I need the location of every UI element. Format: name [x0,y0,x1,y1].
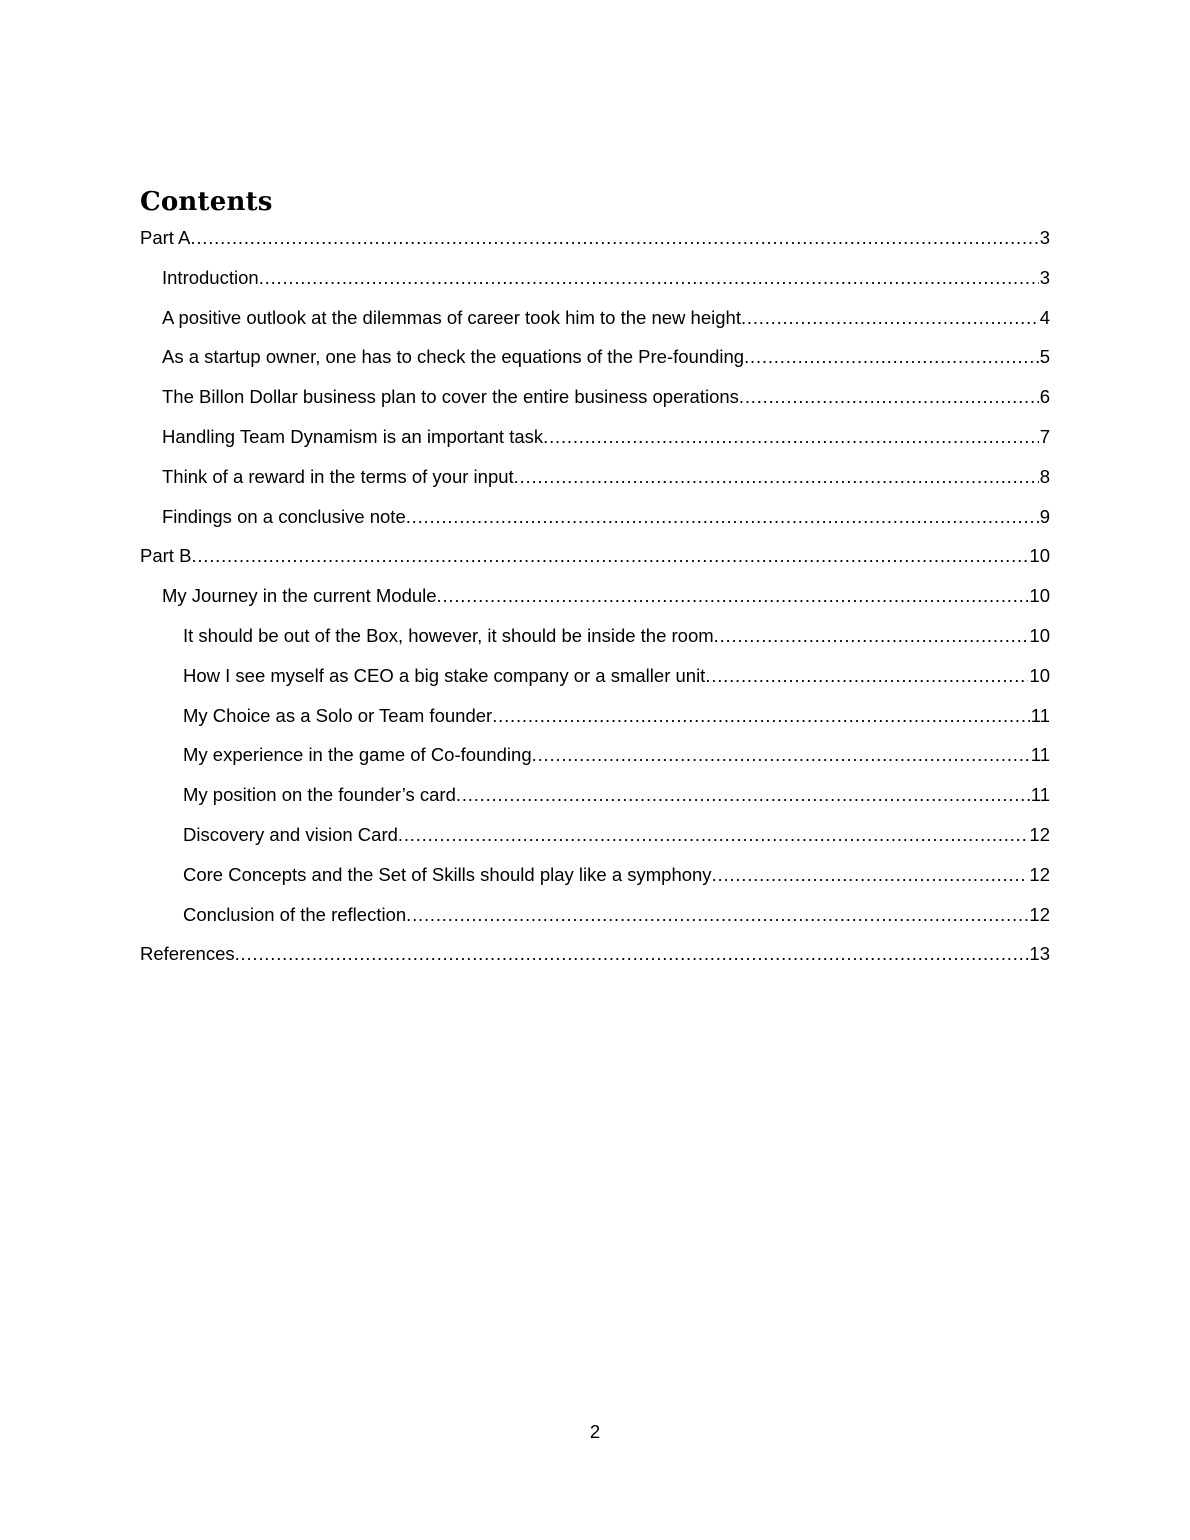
toc-entry-title: How I see myself as CEO a big stake company or a smaller unit [183,664,706,686]
toc-entry-title: A positive outlook at the dilemmas of career took him to the new height [162,306,741,328]
toc-entry-title: Conclusion of the reflection [183,903,407,925]
toc-entry-title: My position on the founder’s card [183,784,456,806]
toc-entry-page: 11 [1030,744,1050,766]
toc-entry-title: Think of a reward in the terms of your input [162,465,514,487]
toc-entry-page: 12 [1029,863,1050,885]
toc-entry-page: 11 [1030,704,1050,726]
toc-dot-leader [235,940,1029,968]
toc-entry[interactable] [140,622,1050,662]
toc-entry[interactable] [140,304,1050,344]
toc-entry[interactable] [140,940,1050,980]
toc-entry-page: 13 [1029,943,1050,965]
toc-dot-leader [190,224,1038,252]
toc-dot-leader [741,304,1039,332]
toc-entry[interactable] [140,343,1050,383]
toc-dot-leader [406,503,1039,531]
toc-entry-page: 8 [1039,465,1050,487]
toc-dot-leader [259,264,1039,292]
toc-entry-page: 3 [1039,266,1050,288]
toc-entry-page: 10 [1029,664,1050,686]
toc-dot-leader [437,582,1029,610]
toc-dot-leader [398,821,1029,849]
toc-entry-page: 9 [1039,505,1050,527]
toc-dot-leader [744,343,1039,371]
toc-entry[interactable] [140,702,1050,742]
toc-dot-leader [714,622,1029,650]
toc-entry-page: 3 [1039,227,1050,248]
toc-dot-leader [705,662,1028,690]
toc-entry-title: Findings on a conclusive note [162,505,406,527]
toc-entry[interactable] [140,662,1050,702]
toc-dot-leader [739,383,1039,411]
toc-entry-page: 4 [1039,306,1050,328]
toc-entry[interactable] [140,582,1050,622]
toc-dot-leader [456,781,1030,809]
toc-entry-page: 6 [1039,386,1050,408]
toc-entry[interactable] [140,264,1050,304]
toc-heading: Contents [140,187,273,217]
toc-entry-title: My Choice as a Solo or Team founder [183,704,493,726]
toc-dot-leader [406,901,1028,929]
toc-dot-leader [543,423,1039,451]
toc-entry-title: Discovery and vision Card [183,823,398,845]
toc-entry-title: Part B [140,545,192,567]
toc-entry[interactable] [140,901,1050,941]
toc-dot-leader [514,463,1039,491]
page-number: 2 [589,1421,601,1442]
toc-entry-page: 10 [1029,585,1050,607]
toc-entry[interactable] [140,821,1050,861]
toc-dot-leader [532,741,1030,769]
toc-entry-page: 12 [1029,903,1050,925]
toc-entry-title: The Billon Dollar business plan to cover the entire business operations [162,386,739,408]
toc-entry-title: My Journey in the current Module [162,585,437,607]
toc-entry[interactable] [140,741,1050,781]
toc-entry-title: Core Concepts and the Set of Skills should play like a symphony [183,863,712,885]
toc-entry-page: 10 [1029,624,1050,646]
toc-entry-title: It should be out of the Box, however, it should be inside the room [183,624,714,646]
toc-entry-page: 7 [1039,425,1050,447]
toc-dot-leader [492,702,1030,730]
toc-entry-title: Part A [140,227,191,248]
toc-entry-title: As a startup owner, one has to check the equations of the Pre-founding [162,346,745,368]
toc-entry-page: 12 [1029,823,1050,845]
toc-entry-page: 5 [1039,346,1050,368]
toc-entry-title: My experience in the game of Co-founding [183,744,532,766]
toc-entry-page: 10 [1029,545,1050,567]
toc-entry[interactable] [140,383,1050,423]
table-of-contents [140,224,1050,980]
toc-entry[interactable] [140,463,1050,503]
toc-entry[interactable] [140,224,1050,264]
toc-dot-leader [191,542,1028,570]
toc-entry[interactable] [140,423,1050,463]
toc-entry-title: References [140,943,235,965]
toc-entry-title: Introduction [162,266,259,288]
toc-entry-page: 11 [1030,784,1050,806]
toc-entry-title: Handling Team Dynamism is an important task [162,425,544,447]
toc-entry[interactable] [140,542,1050,582]
toc-entry[interactable] [140,503,1050,543]
toc-dot-leader [712,861,1029,889]
toc-entry[interactable] [140,861,1050,901]
toc-entry[interactable] [140,781,1050,821]
